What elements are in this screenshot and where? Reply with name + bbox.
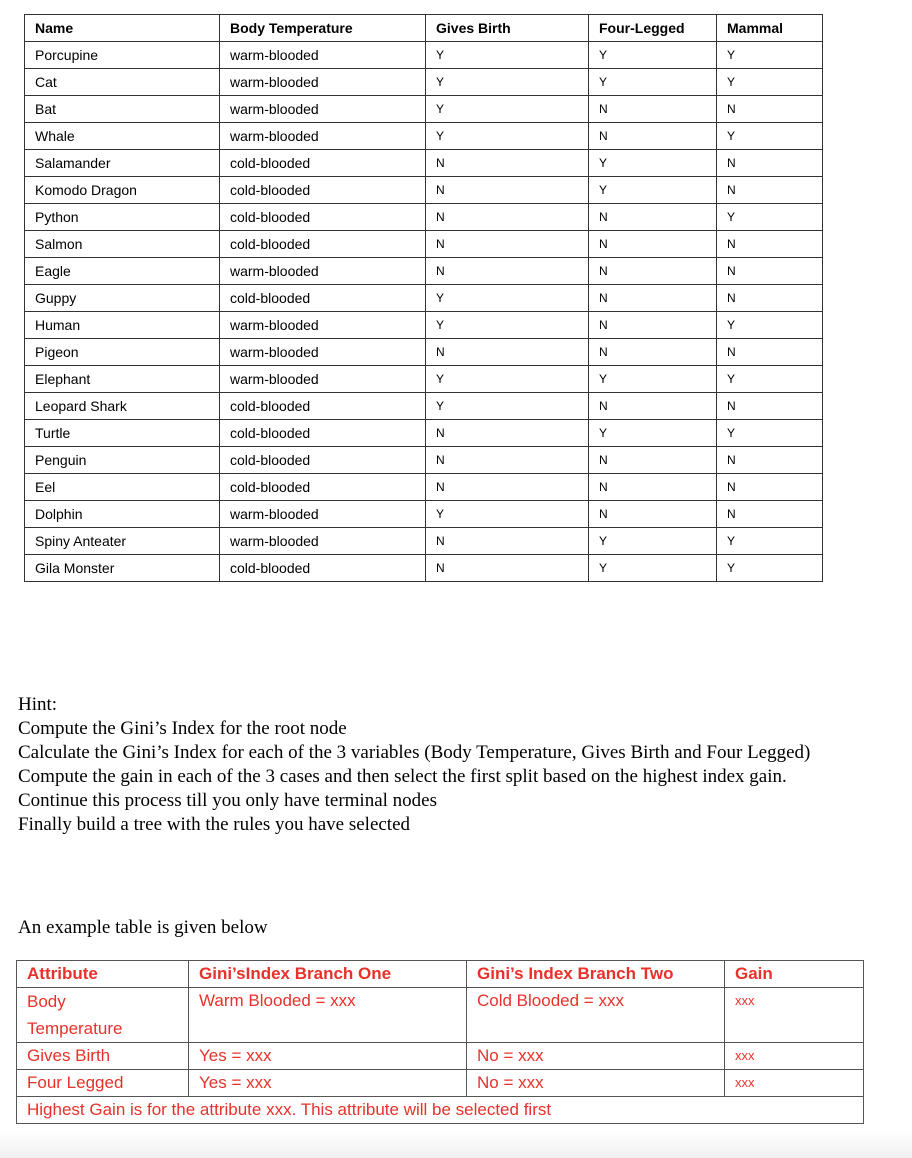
table-cell: N	[426, 150, 589, 177]
table-cell: cold-blooded	[220, 555, 426, 582]
attribute-word: Body	[27, 992, 66, 1011]
table-cell: warm-blooded	[220, 339, 426, 366]
table-cell: Y	[426, 393, 589, 420]
example-intro: An example table is given below	[18, 917, 268, 938]
table-row	[25, 555, 823, 582]
table-cell: Human	[25, 312, 220, 339]
example-table	[16, 960, 864, 1124]
example-cell: xxx	[725, 988, 864, 1043]
column-header: Gain	[725, 961, 864, 988]
column-header: Name	[25, 15, 220, 42]
table-cell: warm-blooded	[220, 96, 426, 123]
example-cell: No = xxx	[467, 1043, 725, 1070]
table-row	[25, 123, 823, 150]
table-row	[25, 204, 823, 231]
column-header: Mammal	[717, 15, 823, 42]
table-cell: warm-blooded	[220, 312, 426, 339]
table-cell: warm-blooded	[220, 42, 426, 69]
table-cell: N	[426, 555, 589, 582]
table-cell: N	[589, 312, 717, 339]
table-cell: N	[717, 501, 823, 528]
column-header: Body Temperature	[220, 15, 426, 42]
table-cell: cold-blooded	[220, 447, 426, 474]
table-cell: Y	[589, 420, 717, 447]
highest-gain-note: Highest Gain is for the attribute xxx. This attribute will be selected first	[17, 1097, 864, 1124]
table-cell: Spiny Anteater	[25, 528, 220, 555]
table-cell: N	[717, 177, 823, 204]
table-cell: Eel	[25, 474, 220, 501]
table-cell: Y	[589, 69, 717, 96]
table-row	[25, 42, 823, 69]
table-cell: cold-blooded	[220, 420, 426, 447]
table-row	[25, 339, 823, 366]
table-cell: Y	[589, 150, 717, 177]
column-header: Four-Legged	[589, 15, 717, 42]
table-row	[25, 420, 823, 447]
table-cell: Y	[717, 366, 823, 393]
example-header-row	[17, 961, 864, 988]
hint-line: Compute the gain in each of the 3 cases and then select the first split based on the highest index gain.	[18, 766, 787, 787]
table-cell: Turtle	[25, 420, 220, 447]
table-cell: Y	[426, 312, 589, 339]
example-cell: No = xxx	[467, 1070, 725, 1097]
table-row	[25, 474, 823, 501]
table-cell: Bat	[25, 96, 220, 123]
example-cell: Yes = xxx	[189, 1070, 467, 1097]
table-cell: N	[426, 528, 589, 555]
table-cell: N	[589, 501, 717, 528]
example-row	[17, 1043, 864, 1070]
table-cell: N	[717, 447, 823, 474]
table-cell: N	[589, 258, 717, 285]
table-cell: Komodo Dragon	[25, 177, 220, 204]
example-footer-row	[17, 1097, 864, 1124]
table-cell: warm-blooded	[220, 528, 426, 555]
example-cell: Warm Blooded = xxx	[189, 988, 467, 1043]
example-cell	[17, 988, 189, 1043]
table-cell: Y	[426, 69, 589, 96]
example-cell: Cold Blooded = xxx	[467, 988, 725, 1043]
table-cell: warm-blooded	[220, 69, 426, 96]
table-cell: Dolphin	[25, 501, 220, 528]
hint-line: Compute the Gini’s Index for the root node	[18, 718, 347, 739]
table-cell: Y	[589, 528, 717, 555]
table-cell: Y	[717, 528, 823, 555]
example-row	[17, 988, 864, 1043]
table-cell: N	[426, 258, 589, 285]
table-cell: warm-blooded	[220, 366, 426, 393]
page-footer	[0, 1132, 912, 1158]
table-cell: N	[589, 96, 717, 123]
table-cell: N	[717, 231, 823, 258]
table-cell: Y	[426, 285, 589, 312]
table-cell: Y	[717, 42, 823, 69]
column-header: Gini’s Index Branch Two	[467, 961, 725, 988]
table-cell: Y	[589, 555, 717, 582]
table-cell: N	[589, 393, 717, 420]
table-cell: Salmon	[25, 231, 220, 258]
table-cell: cold-blooded	[220, 285, 426, 312]
table-cell: cold-blooded	[220, 393, 426, 420]
hint-line: Finally build a tree with the rules you have selected	[18, 814, 411, 835]
table-cell: Y	[717, 123, 823, 150]
table-cell: Porcupine	[25, 42, 220, 69]
table-cell: N	[717, 150, 823, 177]
example-cell: Yes = xxx	[189, 1043, 467, 1070]
table-cell: Guppy	[25, 285, 220, 312]
table-cell: N	[426, 177, 589, 204]
table-row	[25, 447, 823, 474]
table-cell: N	[717, 393, 823, 420]
table-cell: N	[717, 474, 823, 501]
attribute-word: Temperature	[27, 1019, 123, 1038]
table-cell: N	[426, 231, 589, 258]
table-cell: cold-blooded	[220, 204, 426, 231]
example-cell: xxx	[725, 1070, 864, 1097]
table-cell: Whale	[25, 123, 220, 150]
table-cell: Y	[589, 177, 717, 204]
table-row	[25, 96, 823, 123]
table-cell: N	[589, 447, 717, 474]
table-cell: Y	[717, 312, 823, 339]
table-row	[25, 150, 823, 177]
table-cell: Python	[25, 204, 220, 231]
hint-line: Continue this process till you only have terminal nodes	[18, 790, 437, 811]
table-cell: N	[589, 339, 717, 366]
table-cell: Y	[717, 555, 823, 582]
table-cell: Salamander	[25, 150, 220, 177]
table-cell: cold-blooded	[220, 150, 426, 177]
table-row	[25, 366, 823, 393]
column-header: Gini’sIndex Branch One	[189, 961, 467, 988]
table-row	[25, 312, 823, 339]
table-cell: cold-blooded	[220, 177, 426, 204]
column-header: Attribute	[17, 961, 189, 988]
table-cell: Pigeon	[25, 339, 220, 366]
table-cell: N	[589, 285, 717, 312]
table-row	[25, 258, 823, 285]
table-cell: N	[589, 231, 717, 258]
table-cell: Y	[426, 123, 589, 150]
example-row	[17, 1070, 864, 1097]
table-cell: Y	[717, 204, 823, 231]
table-cell: Gila Monster	[25, 555, 220, 582]
table-cell: N	[589, 123, 717, 150]
example-cell: Four Legged	[17, 1070, 189, 1097]
table-cell: N	[426, 447, 589, 474]
table-cell: Penguin	[25, 447, 220, 474]
table-cell: N	[426, 204, 589, 231]
hint-title: Hint:	[18, 694, 58, 715]
column-header: Gives Birth	[426, 15, 589, 42]
table-cell: N	[589, 474, 717, 501]
table-cell: N	[717, 339, 823, 366]
table-cell: Cat	[25, 69, 220, 96]
table-row	[25, 393, 823, 420]
table-cell: Y	[589, 366, 717, 393]
table-cell: Y	[426, 96, 589, 123]
table-cell: N	[717, 285, 823, 312]
table-header-row	[25, 15, 823, 42]
example-cell: Gives Birth	[17, 1043, 189, 1070]
table-row	[25, 69, 823, 96]
table-cell: warm-blooded	[220, 501, 426, 528]
hint-block	[18, 693, 858, 837]
table-cell: N	[426, 339, 589, 366]
table-row	[25, 501, 823, 528]
table-row	[25, 231, 823, 258]
table-cell: N	[717, 96, 823, 123]
hint-line: Calculate the Gini’s Index for each of the 3 variables (Body Temperature, Gives Birth and Four Legged)	[18, 742, 811, 763]
table-cell: Eagle	[25, 258, 220, 285]
table-cell: cold-blooded	[220, 474, 426, 501]
animal-table	[24, 14, 823, 582]
table-cell: N	[426, 474, 589, 501]
table-cell: Y	[426, 366, 589, 393]
table-cell: Y	[426, 42, 589, 69]
table-row	[25, 177, 823, 204]
table-cell: Leopard Shark	[25, 393, 220, 420]
table-cell: N	[589, 204, 717, 231]
table-cell: Elephant	[25, 366, 220, 393]
table-cell: N	[426, 420, 589, 447]
table-cell: cold-blooded	[220, 231, 426, 258]
table-cell: N	[717, 258, 823, 285]
table-cell: Y	[717, 420, 823, 447]
table-cell: Y	[717, 69, 823, 96]
table-row	[25, 285, 823, 312]
example-cell: xxx	[725, 1043, 864, 1070]
table-cell: warm-blooded	[220, 123, 426, 150]
table-row	[25, 528, 823, 555]
table-cell: Y	[426, 501, 589, 528]
table-cell: warm-blooded	[220, 258, 426, 285]
table-cell: Y	[589, 42, 717, 69]
